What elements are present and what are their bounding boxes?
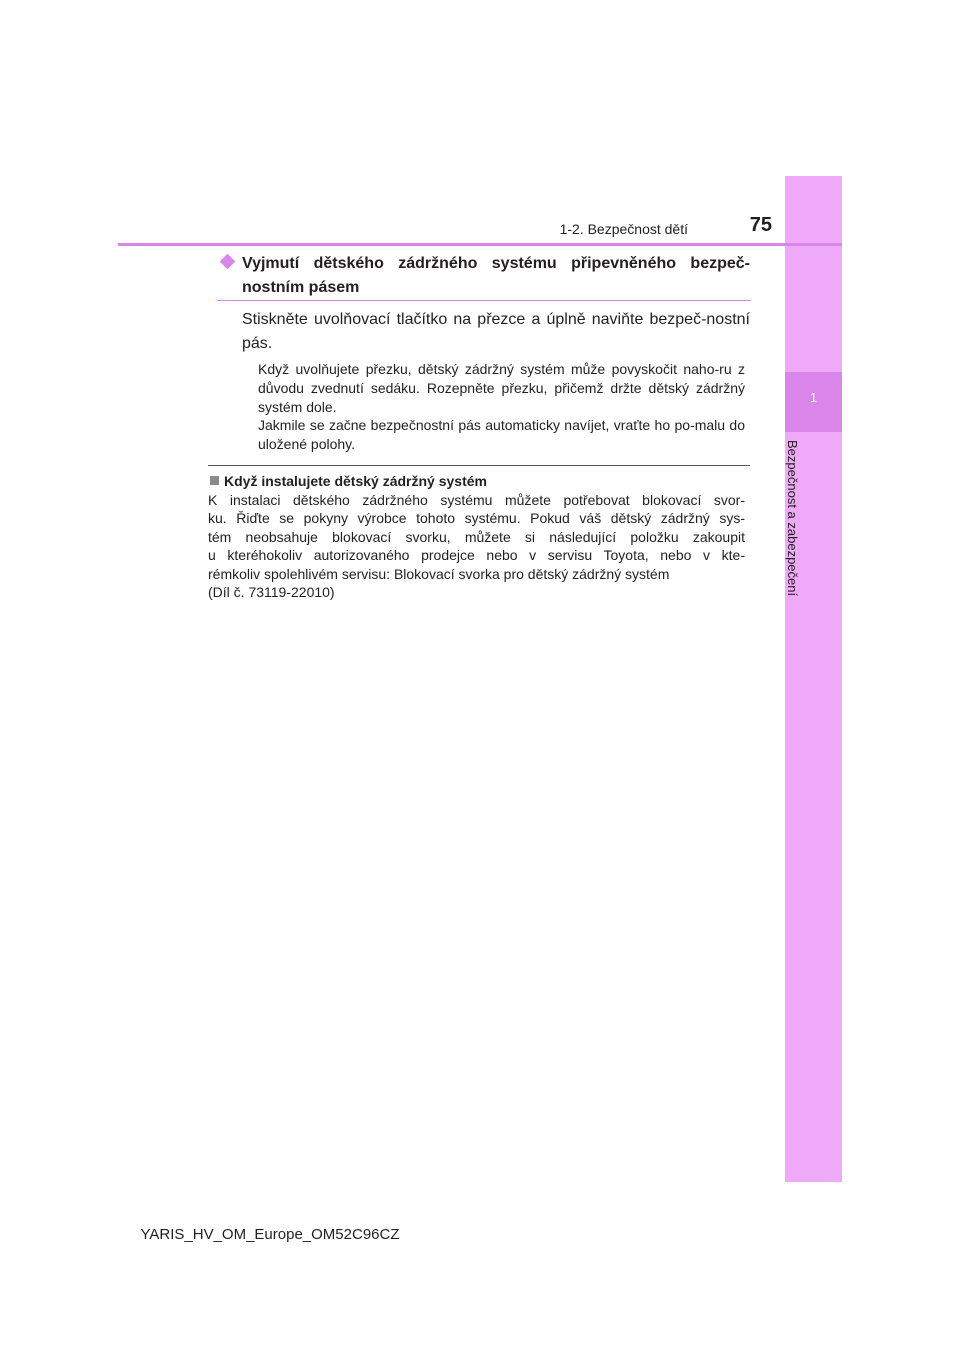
document-id: YARIS_HV_OM_Europe_OM52C96CZ	[140, 1226, 400, 1243]
subsection-heading: Vyjmutí dětského zádržného systému připevněného bezpeč-nostním pásem	[242, 255, 750, 296]
chapter-name: Bezpečnost a zabezpečení	[785, 440, 800, 597]
header-rule	[118, 243, 842, 246]
note-paragraph: Když uvolňujete přezku, dětský zádržný systém může povyskočit naho-ru z důvodu zvednutí sedáku. Rozepněte přezku, přičemž držte dětský zádržný systém dole.	[258, 361, 745, 415]
info-line: (Díl č. 73119-22010)	[208, 584, 335, 601]
heading-underline	[217, 300, 751, 301]
square-bullet-icon	[210, 476, 219, 485]
info-line: tém neobsahuje blokovací svorku, můžete si následující položku zakoupit	[208, 528, 745, 545]
chapter-number: 1	[809, 390, 818, 405]
info-line: ku. Řiďte se pokyny výrobce tohoto systému. Pokud váš dětský zádržný sys-	[208, 510, 745, 527]
info-body	[208, 491, 745, 601]
info-line: K instalaci dětského zádržného systému můžete potřebovat blokovací svor-	[208, 492, 745, 508]
section-title: 1-2. Bezpečnost dětí	[559, 221, 688, 237]
info-title: Když instalujete dětský zádržný systém	[224, 473, 487, 489]
info-line: rémkoliv spolehlivém servisu: Blokovací svorka pro dětský zádržný systém	[208, 565, 670, 582]
chapter-sidebar	[785, 176, 842, 1182]
page-footer	[0, 1226, 960, 1243]
page-number: 75	[749, 214, 772, 236]
info-line: u kteréhokoliv autorizovaného prodejce nebo v servisu Toyota, nebo v kte-	[208, 547, 745, 564]
info-divider	[208, 465, 750, 466]
note-paragraph: Jakmile se začne bezpečnostní pás automaticky navíjet, vraťte ho po-malu do uložené polohy.	[258, 417, 745, 452]
instruction-step: Stiskněte uvolňovací tlačítko na přezce a úplně naviňte bezpeč-nostní pás.	[242, 311, 750, 352]
diamond-bullet-icon	[220, 254, 236, 270]
